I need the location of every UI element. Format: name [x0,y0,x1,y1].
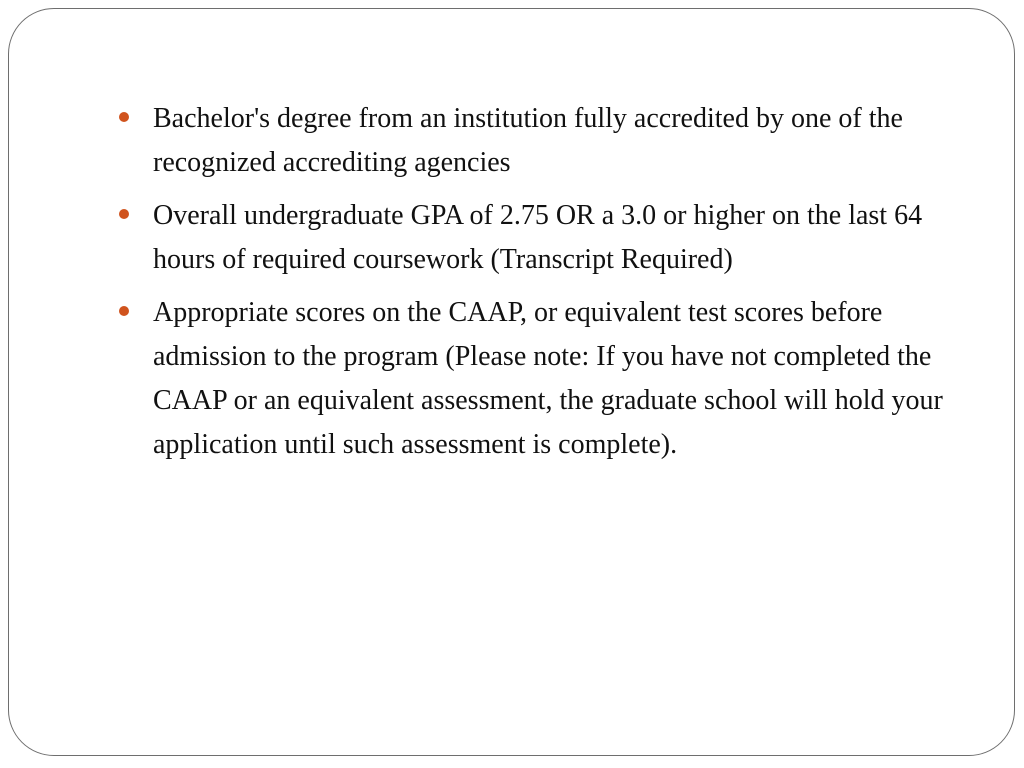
slide-frame [8,8,1015,756]
list-item [117,291,977,467]
bullet-text: Overall undergraduate GPA of 2.75 OR a 3.0 or higher on the last 64 hours of required coursework (Transcript Required) [153,200,923,275]
bullet-text: Bachelor's degree from an institution fully accredited by one of the recognized accrediting agencies [153,103,903,178]
list-item [117,97,977,185]
bullet-text: Appropriate scores on the CAAP, or equivalent test scores before admission to the program (Please note: If you have not completed the CAAP or an equivalent assessment, the graduate school will hold your application until such assessment is complete). [153,297,943,460]
requirements-list [117,97,977,476]
bullet-dot-icon [119,306,129,316]
bullet-dot-icon [119,112,129,122]
bullet-dot-icon [119,209,129,219]
list-item [117,194,977,282]
